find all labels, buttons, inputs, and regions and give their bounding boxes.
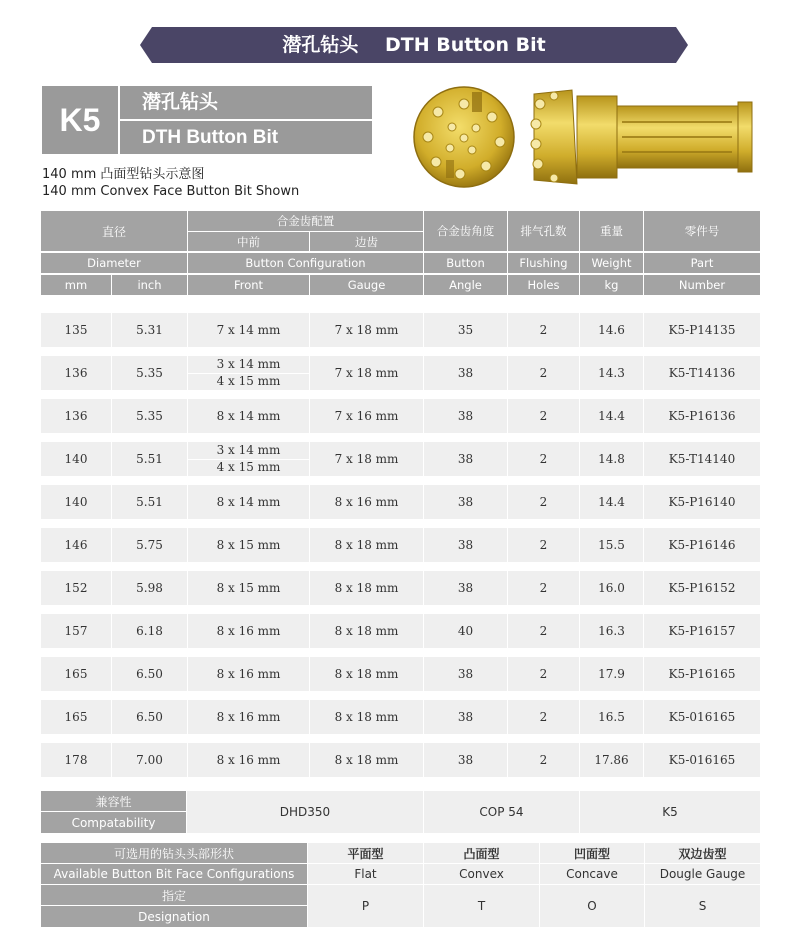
cell-front: 8 x 14 mm xyxy=(216,495,281,509)
faces-label-cn: 可选用的钻头头部形状 xyxy=(41,843,307,863)
header-part-en: Part xyxy=(644,253,760,273)
header-button-en: Button xyxy=(424,253,507,273)
cell-holes: 2 xyxy=(539,581,548,595)
column-divider xyxy=(309,485,310,519)
cell-kg: 15.5 xyxy=(598,538,625,552)
column-divider xyxy=(579,442,580,476)
column-divider xyxy=(507,313,508,347)
column-divider xyxy=(643,657,644,691)
face-type-en-concave: Concave xyxy=(540,864,644,884)
cell-kg: 14.6 xyxy=(598,323,625,337)
cell-part: K5-P16140 xyxy=(668,495,736,509)
column-divider xyxy=(187,743,188,777)
cell-divider xyxy=(188,373,309,374)
cell-angle: 38 xyxy=(457,753,474,767)
column-divider xyxy=(111,700,112,734)
cell-front: 8 x 16 mm xyxy=(216,624,281,638)
cell-kg: 14.3 xyxy=(598,366,625,380)
cell-holes: 2 xyxy=(539,495,548,509)
designation-code-double: S xyxy=(645,885,760,927)
column-divider xyxy=(423,614,424,648)
cell-angle: 38 xyxy=(457,581,474,595)
column-divider xyxy=(309,657,310,691)
cell-kg: 14.4 xyxy=(598,409,625,423)
column-divider xyxy=(111,571,112,605)
header-front-en: Front xyxy=(188,275,309,295)
cell-holes: 2 xyxy=(539,452,548,466)
cell-gauge: 8 x 18 mm xyxy=(334,667,399,681)
cell-front: 8 x 15 mm xyxy=(216,581,281,595)
cell-gauge: 7 x 18 mm xyxy=(334,323,399,337)
cell-part: K5-016165 xyxy=(668,710,736,724)
cell-holes: 2 xyxy=(539,366,548,380)
column-divider xyxy=(643,442,644,476)
cell-divider xyxy=(188,459,309,460)
column-divider xyxy=(111,485,112,519)
cell-front: 7 x 14 mm xyxy=(216,323,281,337)
column-divider xyxy=(507,571,508,605)
column-divider xyxy=(579,356,580,390)
cell-part: K5-P16152 xyxy=(668,581,736,595)
column-divider xyxy=(579,657,580,691)
header-holes-cn: 排气孔数 xyxy=(508,211,579,251)
column-divider xyxy=(579,399,580,433)
cell-gauge: 8 x 18 mm xyxy=(334,710,399,724)
column-divider xyxy=(187,571,188,605)
column-divider xyxy=(423,485,424,519)
column-divider xyxy=(187,528,188,562)
cell-gauge: 7 x 16 mm xyxy=(334,409,399,423)
header-flushing-en: Flushing xyxy=(508,253,579,273)
cell-angle: 38 xyxy=(457,667,474,681)
column-divider xyxy=(579,743,580,777)
header-diameter-cn: 直径 xyxy=(41,211,187,251)
column-divider xyxy=(579,485,580,519)
caption-cn: 140 mm 凸面型钻头示意图 xyxy=(42,167,205,182)
header-part-cn: 零件号 xyxy=(644,211,760,251)
designation-code-flat: P xyxy=(308,885,423,927)
cell-gauge: 8 x 16 mm xyxy=(334,495,399,509)
column-divider xyxy=(643,571,644,605)
cell-part: K5-016165 xyxy=(668,753,736,767)
column-divider xyxy=(507,528,508,562)
column-divider xyxy=(423,313,424,347)
cell-holes: 2 xyxy=(539,710,548,724)
cell-angle: 38 xyxy=(457,710,474,724)
column-divider xyxy=(309,442,310,476)
cell-angle: 38 xyxy=(457,409,474,423)
cell-part: K5-P16146 xyxy=(668,538,736,552)
column-divider xyxy=(507,657,508,691)
cell-front: 8 x 15 mm xyxy=(216,538,281,552)
caption-en: 140 mm Convex Face Button Bit Shown xyxy=(42,184,300,199)
column-divider xyxy=(507,485,508,519)
cell-mm: 165 xyxy=(64,667,88,681)
column-divider xyxy=(309,313,310,347)
cell-front: 8 x 16 mm xyxy=(216,710,281,724)
cell-mm: 140 xyxy=(64,495,88,509)
bit-illustration xyxy=(412,82,762,192)
column-divider xyxy=(111,657,112,691)
column-divider xyxy=(423,743,424,777)
cell-part: K5-P14135 xyxy=(668,323,736,337)
banner-title-en: DTH Button Bit xyxy=(384,34,546,56)
column-divider xyxy=(423,356,424,390)
cell-angle: 38 xyxy=(457,538,474,552)
column-divider xyxy=(423,571,424,605)
cell-kg: 16.3 xyxy=(598,624,625,638)
cell-inch: 6.50 xyxy=(136,710,163,724)
cell-gauge: 7 x 18 mm xyxy=(334,452,399,466)
face-type-cn-flat: 平面型 xyxy=(308,843,423,863)
face-type-cn-convex: 凸面型 xyxy=(424,843,539,863)
header-angle-en: Angle xyxy=(424,275,507,295)
column-divider xyxy=(187,485,188,519)
column-divider xyxy=(111,528,112,562)
cell-part: K5-T14140 xyxy=(668,452,736,466)
column-divider xyxy=(507,700,508,734)
column-divider xyxy=(423,657,424,691)
cell-front: 8 x 16 mm xyxy=(216,667,281,681)
cell-inch: 5.75 xyxy=(136,538,163,552)
cell-holes: 2 xyxy=(539,753,548,767)
column-divider xyxy=(579,614,580,648)
model-heading xyxy=(42,86,372,154)
column-divider xyxy=(579,313,580,347)
cell-holes: 2 xyxy=(539,667,548,681)
column-divider xyxy=(507,614,508,648)
column-divider xyxy=(111,614,112,648)
cell-mm: 157 xyxy=(64,624,88,638)
cell-mm: 146 xyxy=(64,538,88,552)
column-divider xyxy=(187,442,188,476)
column-divider xyxy=(643,700,644,734)
column-divider xyxy=(643,485,644,519)
face-type-en-double: Dougle Gauge xyxy=(645,864,760,884)
cell-mm: 136 xyxy=(64,409,88,423)
designation-code-convex: T xyxy=(424,885,539,927)
cell-holes: 2 xyxy=(539,323,548,337)
cell-gauge: 8 x 18 mm xyxy=(334,624,399,638)
cell-inch: 7.00 xyxy=(136,753,163,767)
header-config-en: Button Configuration xyxy=(188,253,423,273)
column-divider xyxy=(643,399,644,433)
column-divider xyxy=(507,743,508,777)
column-divider xyxy=(111,313,112,347)
compat-value-1: DHD350 xyxy=(187,791,423,833)
cell-front: 4 x 15 mm xyxy=(216,374,281,388)
title-banner xyxy=(140,27,688,63)
column-divider xyxy=(579,528,580,562)
cell-angle: 38 xyxy=(457,452,474,466)
column-divider xyxy=(423,399,424,433)
cell-inch: 5.51 xyxy=(136,495,163,509)
model-title-cn: 潜孔钻头 xyxy=(120,86,372,119)
cell-angle: 38 xyxy=(457,366,474,380)
column-divider xyxy=(111,442,112,476)
bit-side-view xyxy=(531,90,752,184)
column-divider xyxy=(423,442,424,476)
cell-part: K5-P16136 xyxy=(668,409,736,423)
column-divider xyxy=(643,528,644,562)
header-front-cn: 中前 xyxy=(188,232,309,251)
cell-inch: 6.18 xyxy=(136,624,163,638)
cell-kg: 17.86 xyxy=(594,753,629,767)
column-divider xyxy=(111,356,112,390)
bit-face-view xyxy=(414,87,514,187)
designation-label-en: Designation xyxy=(41,906,307,927)
column-divider xyxy=(111,399,112,433)
face-type-cn-double: 双边齿型 xyxy=(645,843,760,863)
header-number-en: Number xyxy=(644,275,760,295)
model-title-en: DTH Button Bit xyxy=(120,121,372,154)
column-divider xyxy=(309,614,310,648)
cell-inch: 5.98 xyxy=(136,581,163,595)
cell-part: K5-P16157 xyxy=(668,624,736,638)
column-divider xyxy=(309,356,310,390)
header-inch: inch xyxy=(112,275,187,295)
cell-angle: 40 xyxy=(457,624,474,638)
column-divider xyxy=(579,700,580,734)
designation-label-cn: 指定 xyxy=(41,885,307,905)
column-divider xyxy=(507,356,508,390)
cell-kg: 16.5 xyxy=(598,710,625,724)
cell-mm: 178 xyxy=(64,753,88,767)
face-config-table xyxy=(41,843,760,927)
designation-code-concave: O xyxy=(540,885,644,927)
header-weight-cn: 重量 xyxy=(580,211,643,251)
cell-gauge: 8 x 18 mm xyxy=(334,753,399,767)
column-divider xyxy=(187,700,188,734)
column-divider xyxy=(187,614,188,648)
cell-front: 3 x 14 mm xyxy=(216,443,281,457)
cell-inch: 5.51 xyxy=(136,452,163,466)
header-weight-en: Weight xyxy=(580,253,643,273)
compat-value-2: COP 54 xyxy=(424,791,579,833)
faces-label-en: Available Button Bit Face Configurations xyxy=(41,864,307,884)
compat-label-en: Compatability xyxy=(41,812,186,833)
cell-front: 8 x 14 mm xyxy=(216,409,281,423)
cell-kg: 14.8 xyxy=(598,452,625,466)
cell-angle: 38 xyxy=(457,495,474,509)
compat-row xyxy=(41,791,760,833)
column-divider xyxy=(187,356,188,390)
header-gauge-en: Gauge xyxy=(310,275,423,295)
header-gauge-cn: 边齿 xyxy=(310,232,423,251)
cell-part: K5-T14136 xyxy=(668,366,736,380)
column-divider xyxy=(309,528,310,562)
cell-mm: 136 xyxy=(64,366,88,380)
cell-front: 8 x 16 mm xyxy=(216,753,281,767)
header-holes-en: Holes xyxy=(508,275,579,295)
cell-inch: 5.35 xyxy=(136,366,163,380)
cell-mm: 152 xyxy=(64,581,88,595)
cell-kg: 14.4 xyxy=(598,495,625,509)
model-code: K5 xyxy=(42,86,118,154)
header-diameter-en: Diameter xyxy=(41,253,187,273)
header-mm: mm xyxy=(41,275,111,295)
column-divider xyxy=(423,700,424,734)
column-divider xyxy=(187,657,188,691)
header-config-cn: 合金齿配置 xyxy=(188,211,423,231)
column-divider xyxy=(643,356,644,390)
column-divider xyxy=(309,571,310,605)
column-divider xyxy=(309,700,310,734)
cell-holes: 2 xyxy=(539,409,548,423)
column-divider xyxy=(579,571,580,605)
cell-gauge: 7 x 18 mm xyxy=(334,366,399,380)
column-divider xyxy=(643,614,644,648)
banner-title-cn: 潜孔钻头 xyxy=(282,34,359,56)
column-divider xyxy=(187,313,188,347)
cell-inch: 5.35 xyxy=(136,409,163,423)
cell-mm: 140 xyxy=(64,452,88,466)
header-angle-cn: 合金齿角度 xyxy=(424,211,507,251)
cell-inch: 5.31 xyxy=(136,323,163,337)
cell-mm: 135 xyxy=(64,323,88,337)
compat-value-3: K5 xyxy=(580,791,760,833)
compat-label-cn: 兼容性 xyxy=(41,791,186,811)
cell-kg: 17.9 xyxy=(598,667,625,681)
column-divider xyxy=(187,399,188,433)
cell-gauge: 8 x 18 mm xyxy=(334,581,399,595)
column-divider xyxy=(111,743,112,777)
column-divider xyxy=(643,313,644,347)
face-type-cn-concave: 凹面型 xyxy=(540,843,644,863)
cell-mm: 165 xyxy=(64,710,88,724)
cell-front: 4 x 15 mm xyxy=(216,460,281,474)
cell-holes: 2 xyxy=(539,538,548,552)
column-divider xyxy=(507,442,508,476)
spec-table-header xyxy=(41,211,760,295)
column-divider xyxy=(309,743,310,777)
header-kg: kg xyxy=(580,275,643,295)
cell-kg: 16.0 xyxy=(598,581,625,595)
column-divider xyxy=(643,743,644,777)
cell-angle: 35 xyxy=(457,323,474,337)
column-divider xyxy=(507,399,508,433)
cell-holes: 2 xyxy=(539,624,548,638)
cell-front: 3 x 14 mm xyxy=(216,357,281,371)
cell-gauge: 8 x 18 mm xyxy=(334,538,399,552)
cell-part: K5-P16165 xyxy=(668,667,736,681)
face-type-en-flat: Flat xyxy=(308,864,423,884)
face-type-en-convex: Convex xyxy=(424,864,539,884)
cell-inch: 6.50 xyxy=(136,667,163,681)
column-divider xyxy=(309,399,310,433)
column-divider xyxy=(423,528,424,562)
